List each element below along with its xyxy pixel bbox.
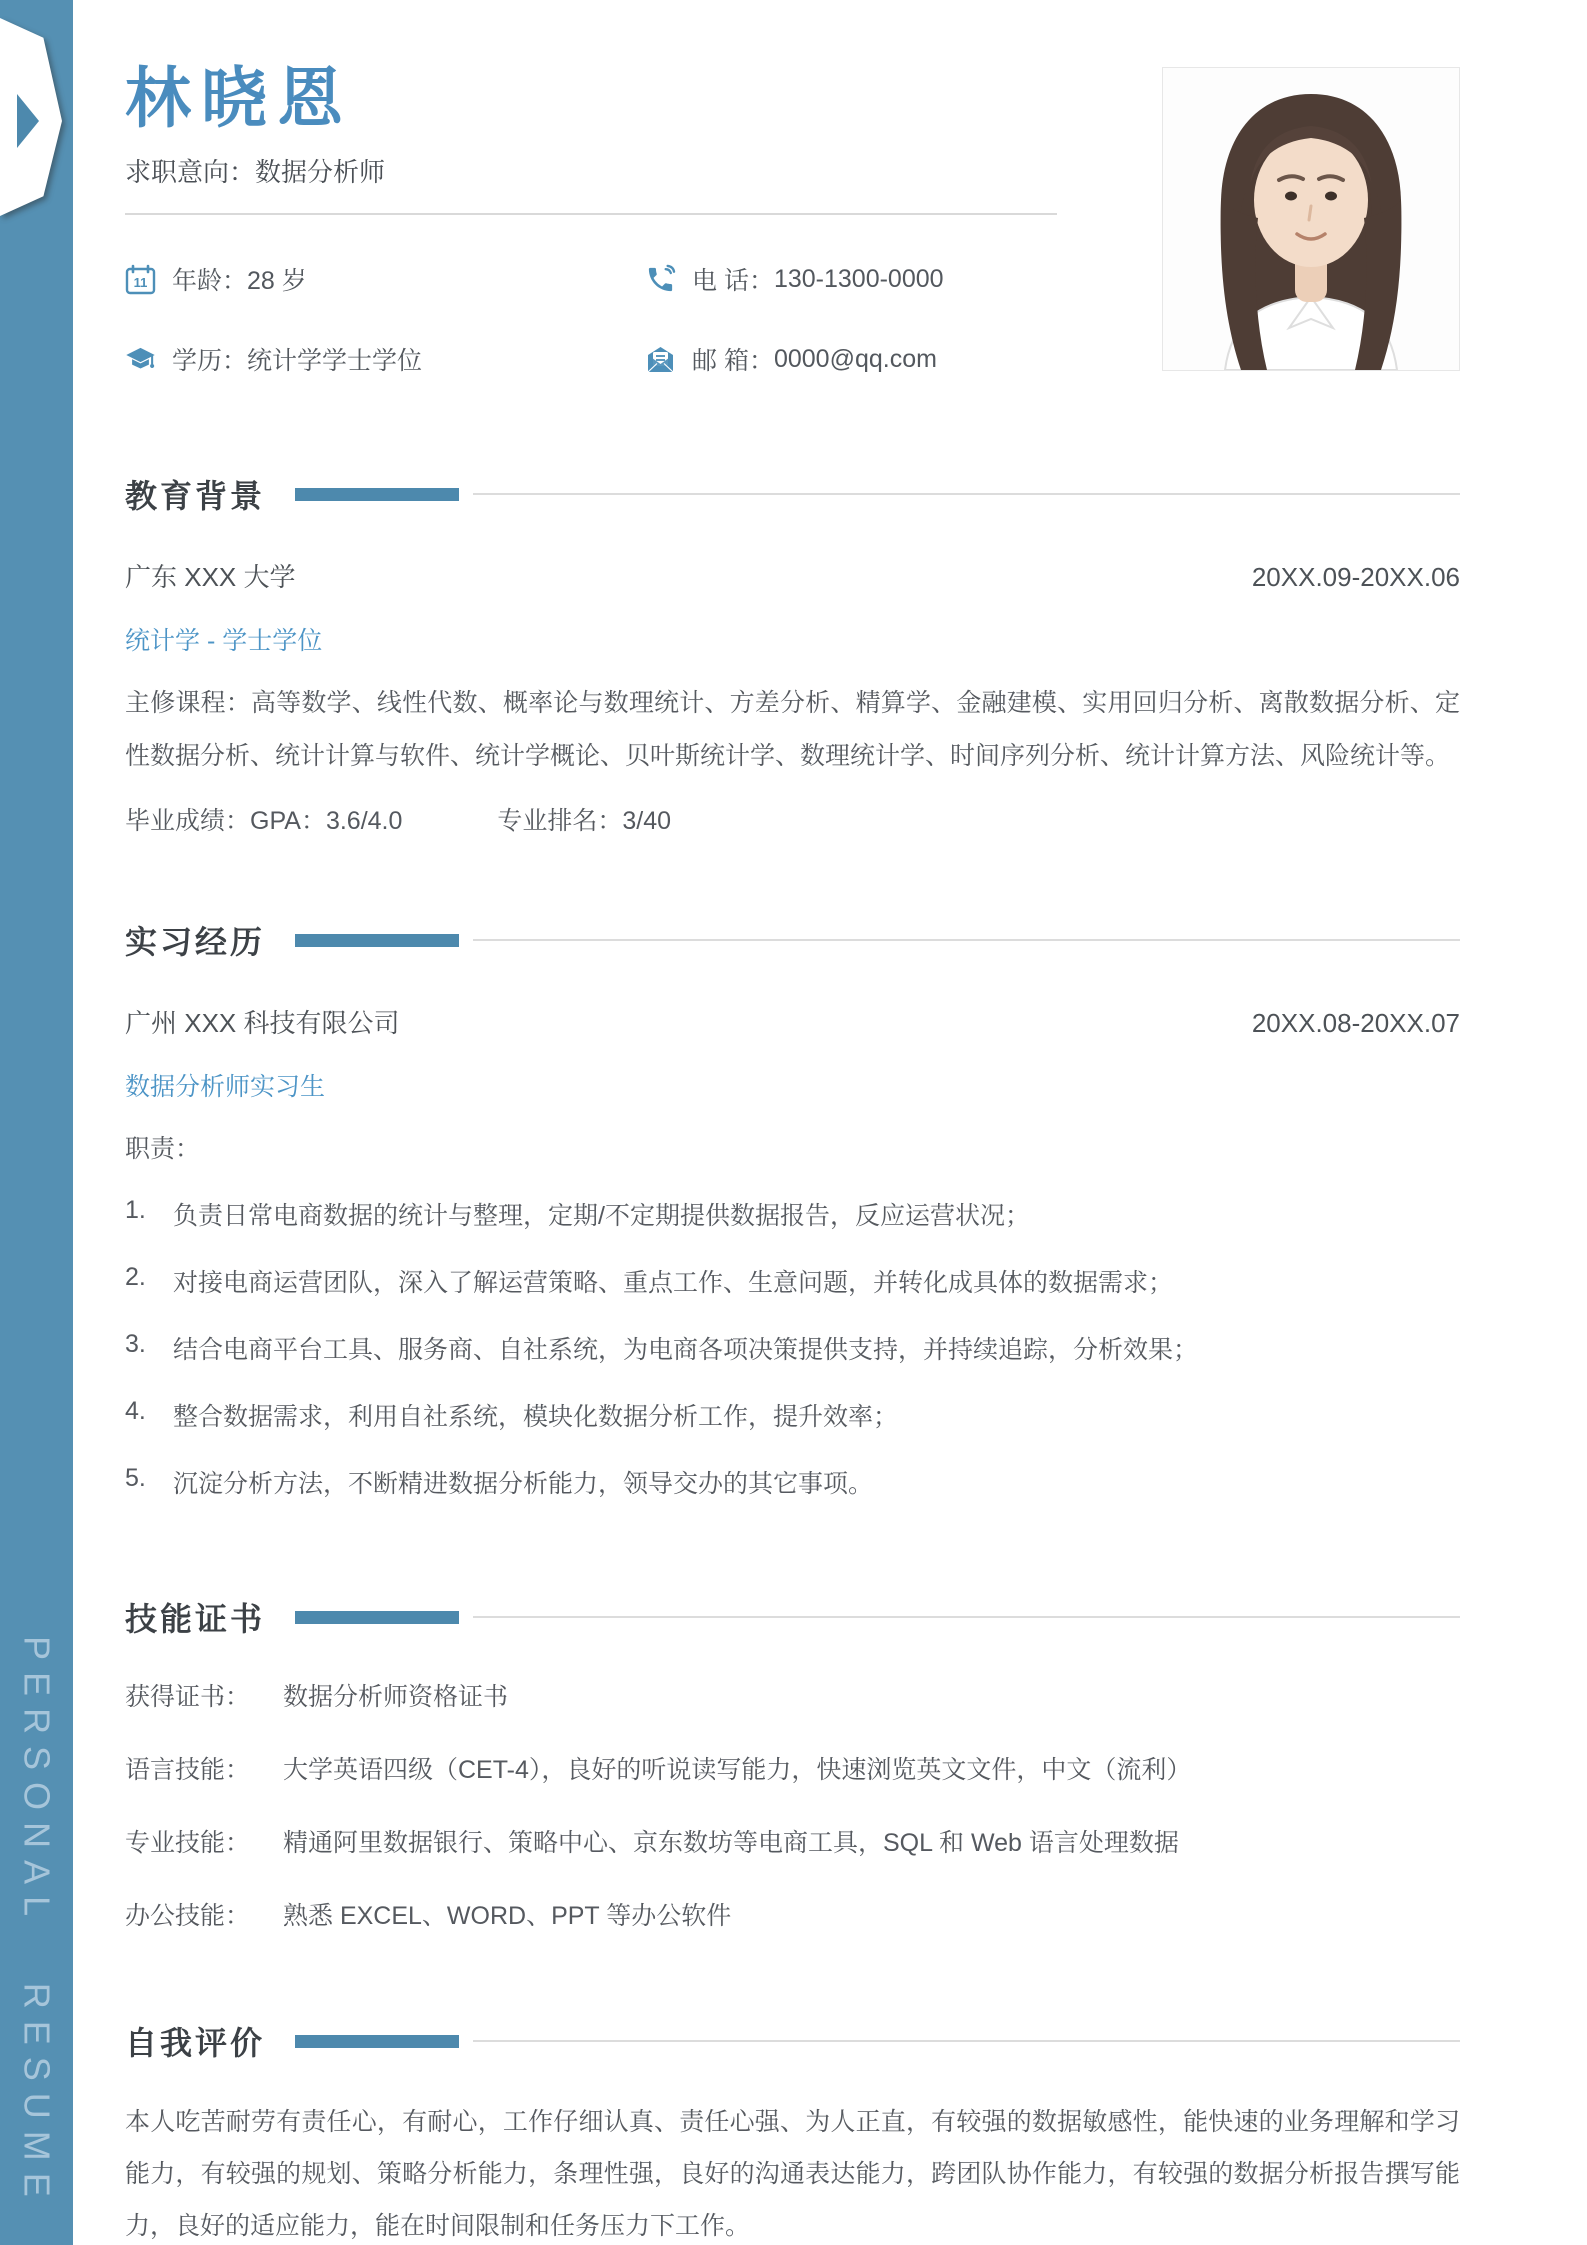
duty-number: 4. — [125, 1397, 146, 1425]
section-self-evaluation-header — [125, 2018, 1460, 2064]
duty-number: 3. — [125, 1330, 146, 1358]
education-row — [125, 557, 1460, 594]
internship-role: 数据分析师实习生 — [125, 1073, 326, 1101]
skills-list — [125, 1677, 1460, 1932]
duty-item — [125, 1330, 1460, 1366]
skill-label: 获得证书： — [125, 1683, 251, 1711]
resume-content — [125, 0, 1460, 2245]
duty-item — [125, 1464, 1460, 1500]
section-title-bar — [295, 1611, 459, 1624]
company-name: 广州 XXX 科技有限公司 — [125, 1008, 400, 1038]
duty-item — [125, 1263, 1460, 1299]
skill-value: 熟悉 EXCEL、WORD、PPT 等办公软件 — [283, 1902, 732, 1930]
contact-value: 统计学学士学位 — [247, 347, 423, 375]
job-objective: 求职意向：数据分析师 — [125, 157, 386, 187]
skill-label: 专业技能： — [125, 1829, 251, 1857]
duty-text: 结合电商平台工具、服务商、自社系统，为电商各项决策提供支持，并持续追踪，分析效果； — [173, 1336, 1199, 1364]
duty-text: 整合数据需求，利用自社系统，模块化数据分析工作，提升效率； — [173, 1403, 899, 1431]
section-title: 教育背景 — [125, 478, 266, 514]
gpa-text: 毕业成绩：GPA：3.6/4.0 — [125, 807, 403, 835]
contact-label: 学历： — [172, 347, 248, 375]
svg-text:11: 11 — [133, 274, 148, 290]
skill-value: 大学英语四级（CET-4），良好的听说读写能力，快速浏览英文文件，中文（流利） — [283, 1756, 1192, 1784]
contact-value: 130-1300-0000 — [773, 264, 944, 293]
candidate-name: 林晓恩 — [125, 61, 353, 135]
sidebar-vertical-text: PERSONAL RESUME — [16, 1636, 58, 2209]
duty-number: 5. — [125, 1464, 146, 1492]
contact-value: 28 岁 — [247, 267, 307, 295]
contact-label: 邮 箱： — [692, 347, 774, 375]
duties-list — [125, 1196, 1460, 1500]
duty-text: 对接电商运营团队，深入了解运营策略、重点工作、生意问题，并转化成具体的数据需求； — [173, 1269, 1174, 1297]
contact-grid — [125, 261, 1460, 377]
section-internship-header — [125, 917, 1460, 963]
section-title-line — [473, 2040, 1460, 2042]
internship-period: 20XX.08-20XX.07 — [1251, 1008, 1460, 1038]
section-title-line — [473, 1616, 1460, 1618]
section-title-bar — [295, 2035, 459, 2048]
education-period: 20XX.09-20XX.06 — [1251, 562, 1460, 592]
self-evaluation-text: 本人吃苦耐劳有责任心，有耐心，工作仔细认真、责任心强、为人正直，有较强的数据敏感性，能快速的业务理解和学习能力，有较强的规划、策略分析能力，条理性强，良好的沟通表达能力，跨团队协作能力，有较强的数据分析报告撰写能力，良好的适应能力，能在时间限制和任务压力下工作。 — [125, 2108, 1460, 2240]
degree-major: 统计学 - 学士学位 — [125, 627, 323, 655]
sidebar-band — [0, 0, 73, 2245]
contact-value: 0000@qq.com — [773, 344, 937, 373]
skill-label: 语言技能： — [125, 1756, 251, 1784]
contact-item-email — [645, 341, 1460, 377]
internship-row — [125, 1003, 1460, 1040]
skill-row — [125, 1823, 1460, 1859]
duty-text: 沉淀分析方法，不断精进数据分析能力，领导交办的其它事项。 — [173, 1470, 874, 1498]
phone-icon — [645, 264, 676, 295]
courses-paragraph: 主修课程：高等数学、线性代数、概率论与数理统计、方差分析、精算学、金融建模、实用回归分析、离散数据分析、定性数据分析、统计计算与软件、统计学概论、贝叶斯统计学、数理统计学、时间序列分析、统计计算方法、风险统计等。 — [125, 689, 1460, 770]
section-education-header — [125, 471, 1460, 517]
grades-row — [125, 801, 1460, 837]
section-title: 实习经历 — [125, 924, 266, 960]
contact-item-age — [125, 261, 645, 297]
duty-number: 1. — [125, 1196, 146, 1224]
skill-value: 精通阿里数据银行、策略中心、京东数坊等电商工具，SQL 和 Web 语言处理数据 — [283, 1829, 1179, 1857]
duty-number: 2. — [125, 1263, 146, 1291]
section-title: 技能证书 — [125, 1601, 266, 1637]
skill-value: 数据分析师资格证书 — [283, 1683, 509, 1711]
section-title-bar — [295, 488, 459, 501]
bookmark-ribbon — [0, 18, 62, 216]
skill-row — [125, 1677, 1460, 1713]
rank-text: 专业排名：3/40 — [497, 807, 672, 835]
section-title-bar — [295, 934, 459, 947]
envelope-icon — [645, 344, 676, 375]
contact-item-education — [125, 341, 645, 377]
skill-row — [125, 1896, 1460, 1932]
school-name: 广东 XXX 大学 — [125, 562, 296, 592]
skill-row — [125, 1750, 1460, 1786]
header-divider — [125, 213, 1057, 215]
duty-item — [125, 1397, 1460, 1433]
section-title-line — [473, 493, 1460, 495]
play-triangle-icon — [17, 94, 39, 148]
section-title: 自我评价 — [125, 2025, 266, 2061]
skill-label: 办公技能： — [125, 1902, 251, 1930]
duty-item — [125, 1196, 1460, 1232]
contact-item-phone — [645, 261, 1460, 297]
section-skills-header — [125, 1594, 1460, 1640]
contact-label: 电 话： — [692, 267, 774, 295]
section-title-line — [473, 939, 1460, 941]
calendar-icon — [125, 264, 156, 295]
graduation-cap-icon — [125, 344, 156, 375]
duty-text: 负责日常电商数据的统计与整理，定期/不定期提供数据报告，反应运营状况； — [173, 1202, 1030, 1230]
contact-label: 年龄： — [172, 267, 248, 295]
duties-label: 职责： — [125, 1135, 201, 1163]
